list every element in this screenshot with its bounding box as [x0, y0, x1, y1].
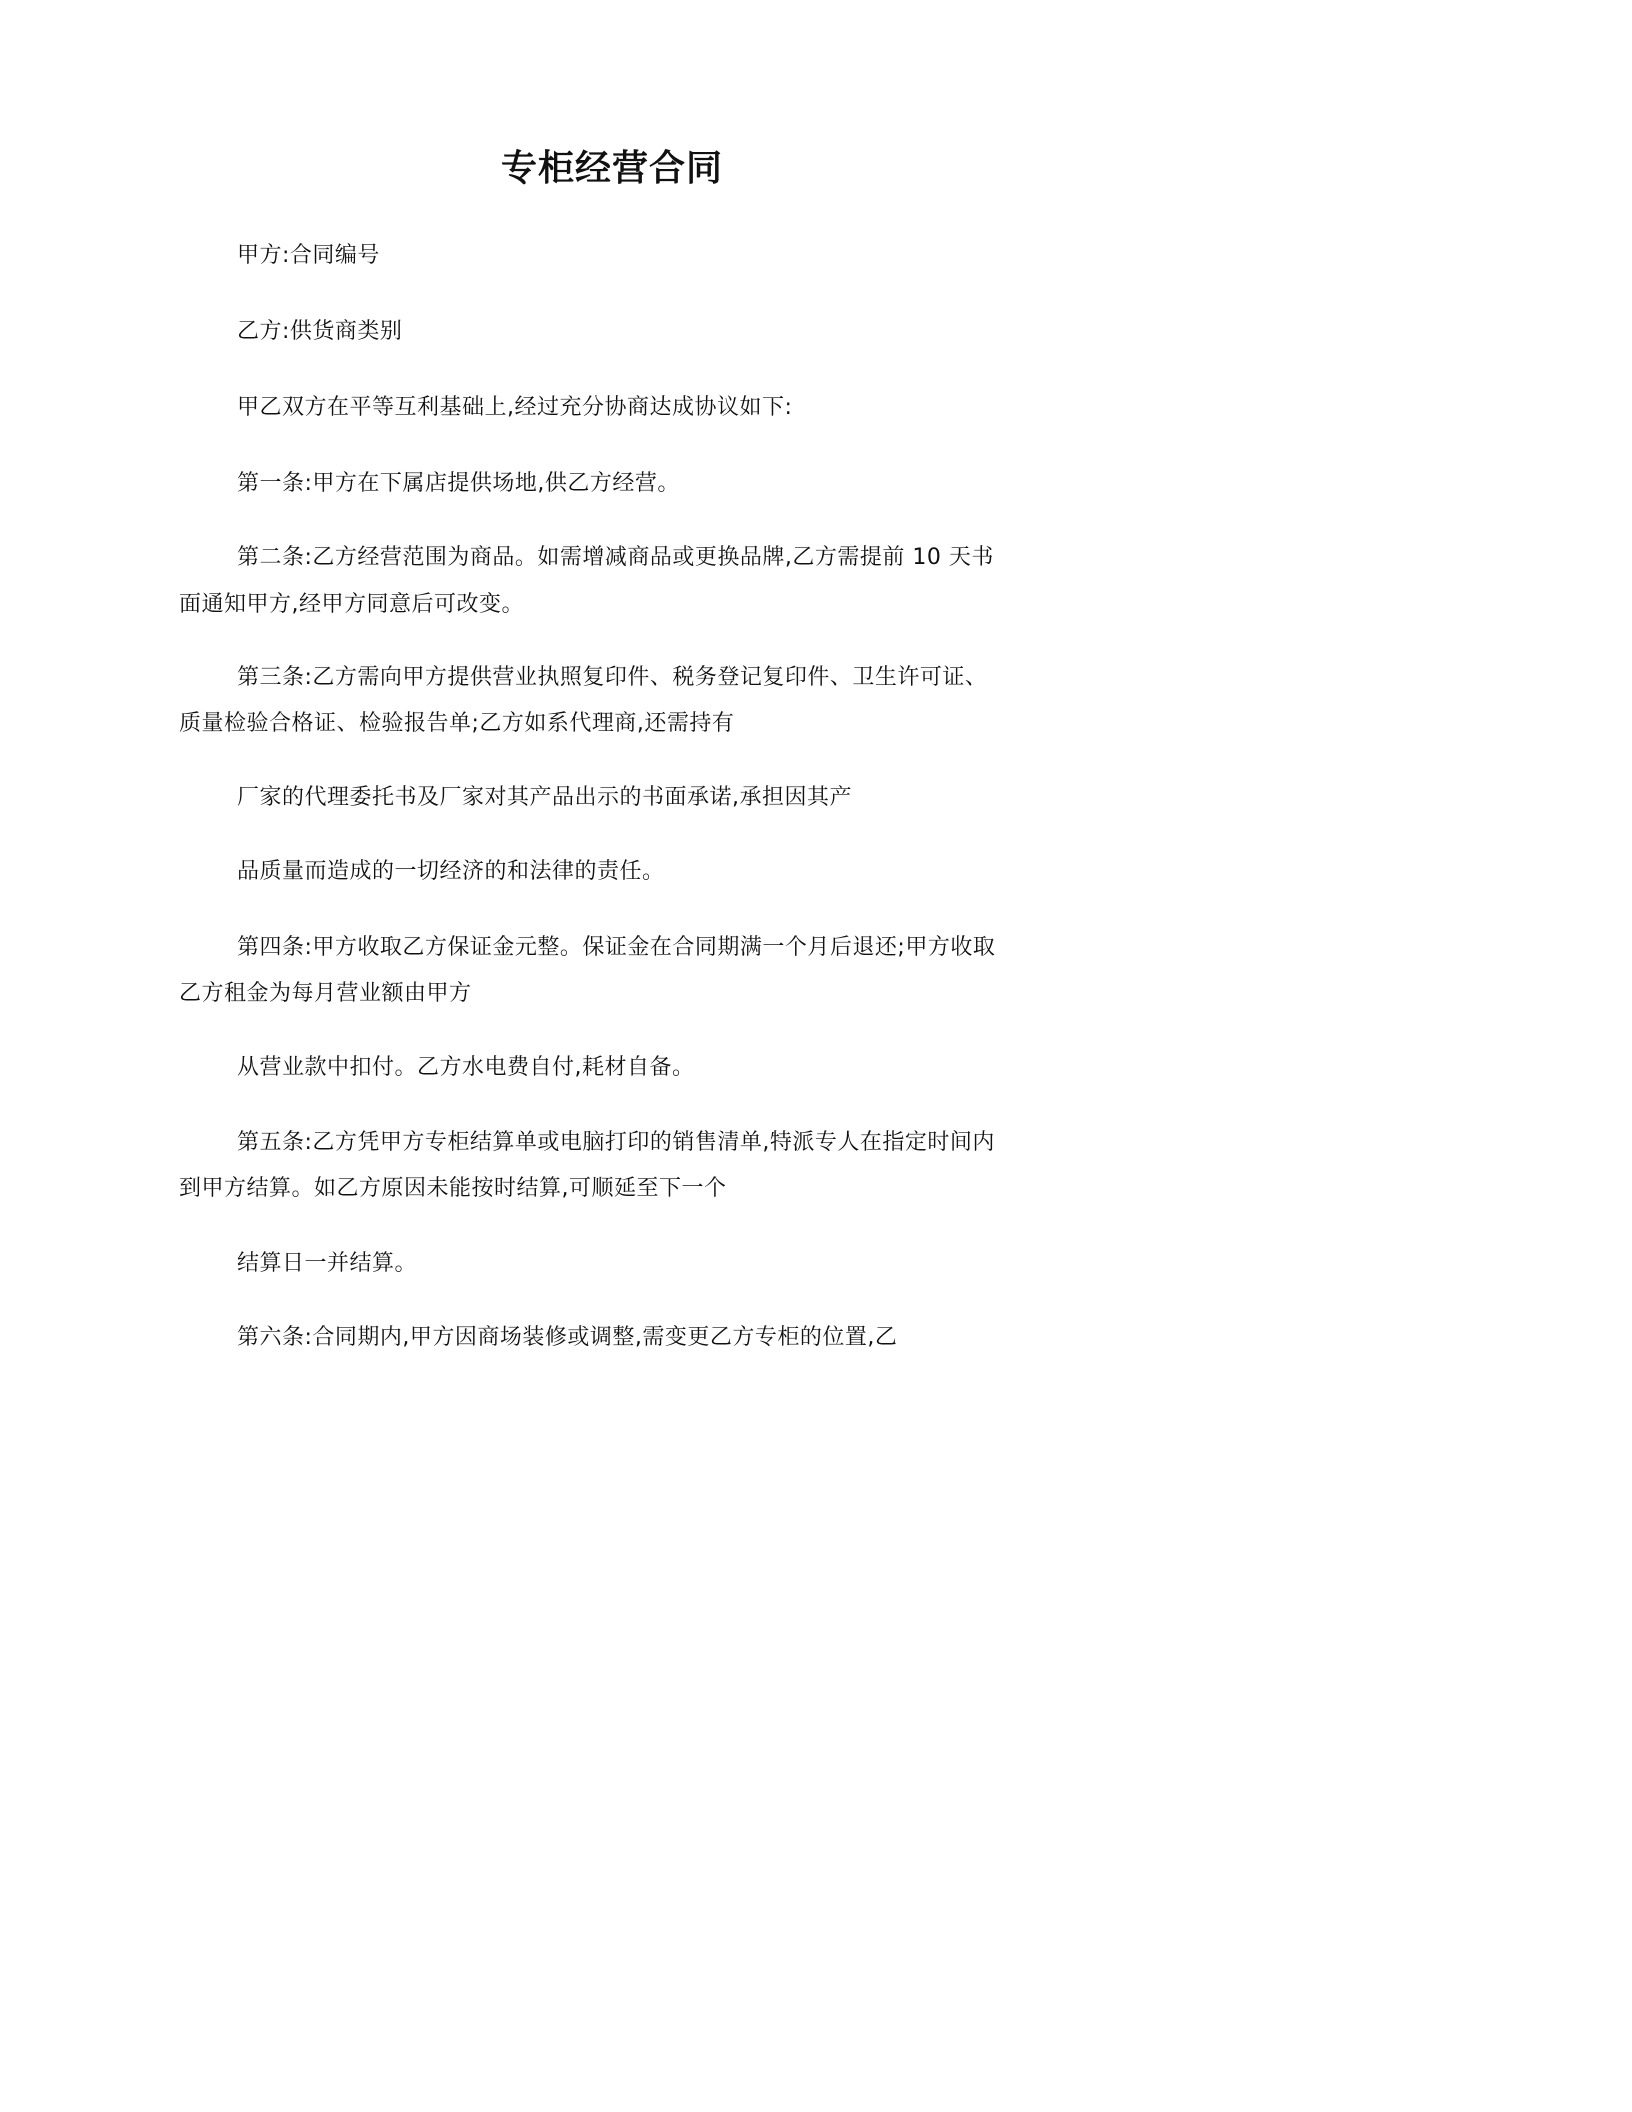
article-4-line-2: 乙方租金为每月营业额由甲方 — [179, 981, 472, 1006]
article-3-line-2: 质量检验合格证、检验报告单;乙方如系代理商,还需持有 — [179, 711, 735, 736]
article-5-line-1: 第五条:乙方凭甲方专柜结算单或电脑打印的销售清单,特派专人在指定时间内 — [237, 1130, 995, 1155]
party-a-line: 甲方:合同编号 — [237, 243, 380, 268]
article-5-line-2: 到甲方结算。如乙方原因未能按时结算,可顺延至下一个 — [179, 1176, 727, 1201]
article-3-line-3: 厂家的代理委托书及厂家对其产品出示的书面承诺,承担因其产 — [237, 785, 852, 810]
article-4-line-3: 从营业款中扣付。乙方水电费自付,耗材自备。 — [237, 1055, 695, 1080]
article-5-line-3: 结算日一并结算。 — [237, 1251, 418, 1276]
document-title: 专柜经营合同 — [500, 148, 723, 189]
article-6-line-1: 第六条:合同期内,甲方因商场装修或调整,需变更乙方专柜的位置,乙 — [237, 1325, 898, 1350]
article-1-line: 第一条:甲方在下属店提供场地,供乙方经营。 — [237, 471, 680, 496]
preamble-line: 甲乙双方在平等互利基础上,经过充分协商达成协议如下: — [237, 395, 793, 420]
party-b-line: 乙方:供货商类别 — [237, 319, 403, 344]
article-2-line-2: 面通知甲方,经甲方同意后可改变。 — [179, 592, 524, 617]
article-2-line-1: 第二条:乙方经营范围为商品。如需增减商品或更换品牌,乙方需提前 10 天书 — [237, 545, 994, 570]
article-3-line-4: 品质量而造成的一切经济的和法律的责任。 — [237, 859, 665, 884]
article-4-line-1: 第四条:甲方收取乙方保证金元整。保证金在合同期满一个月后退还;甲方收取 — [237, 935, 996, 960]
article-3-line-1: 第三条:乙方需向甲方提供营业执照复印件、税务登记复印件、卫生许可证、 — [237, 665, 988, 690]
